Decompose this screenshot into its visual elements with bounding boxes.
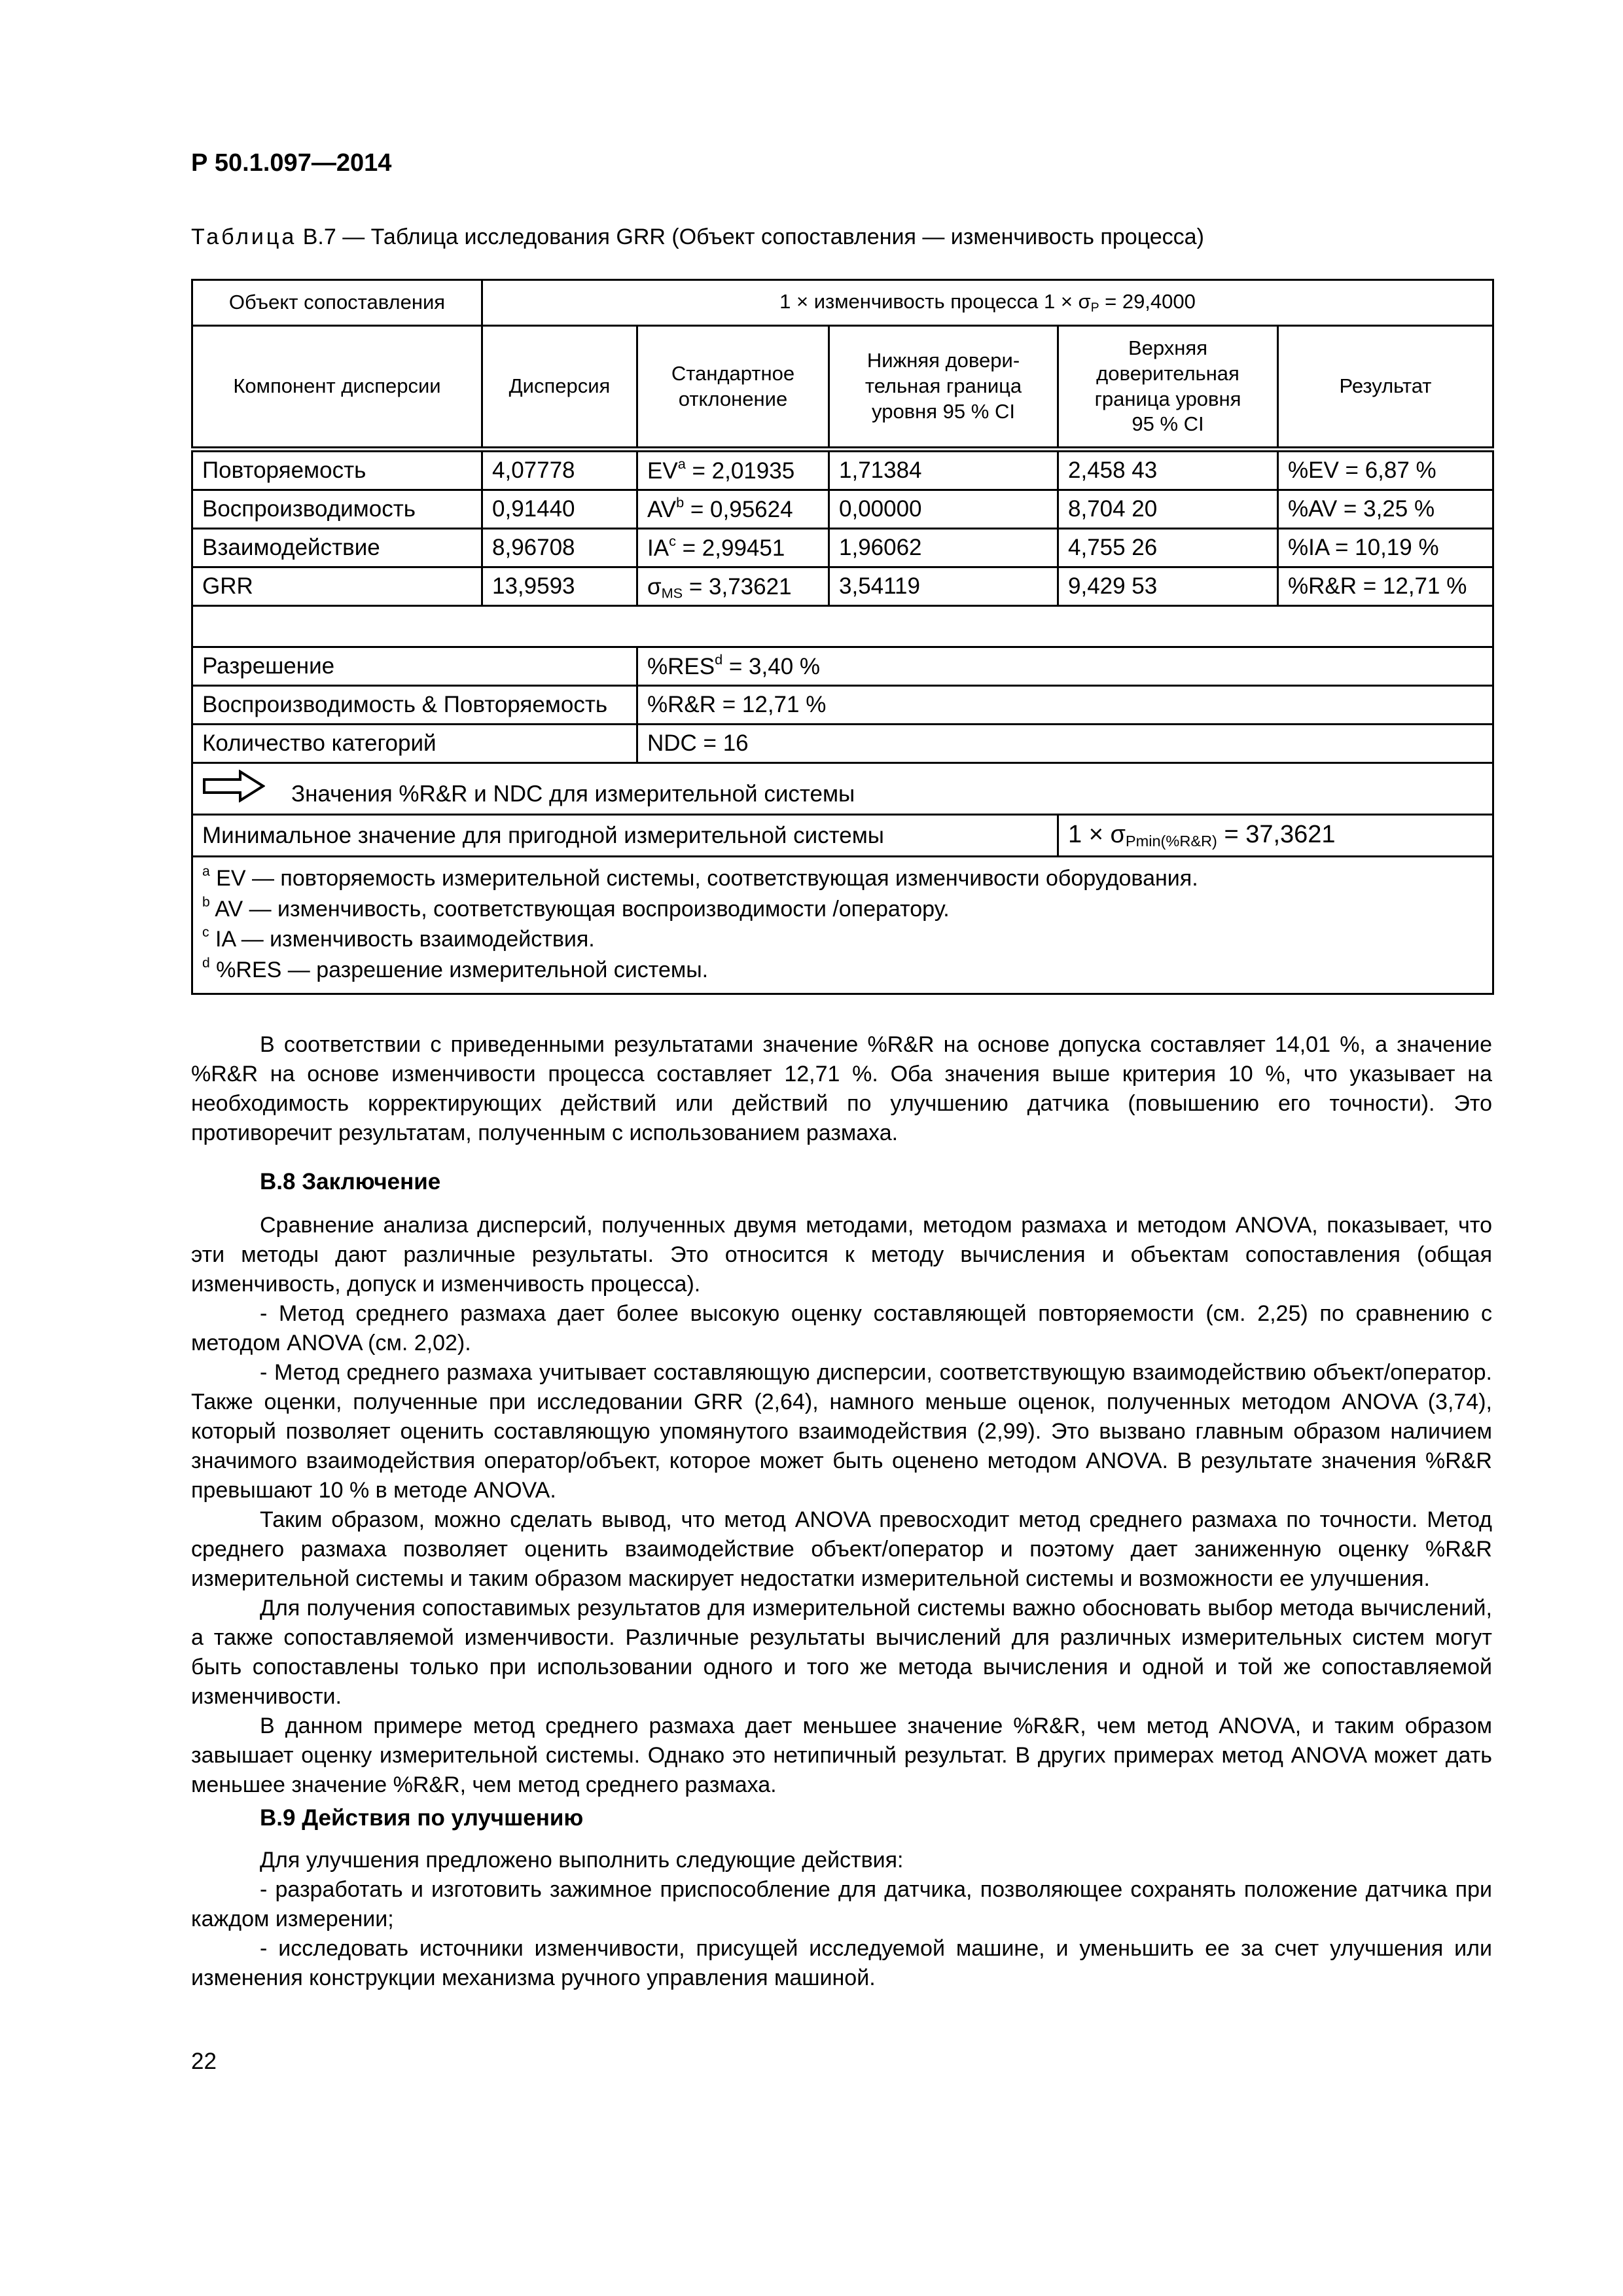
table-caption-prefix: Таблица bbox=[191, 224, 297, 249]
upper-ci-cell: 8,704 20 bbox=[1058, 490, 1278, 529]
summary-text: NDC = 16 bbox=[647, 730, 749, 756]
footnote-mark: a bbox=[202, 864, 210, 879]
stddev-cell bbox=[637, 490, 829, 529]
footnote-mark: b bbox=[676, 493, 685, 511]
variance-cell: 13,9593 bbox=[482, 567, 637, 606]
footnote bbox=[202, 863, 1483, 893]
summary-label: Количество категорий bbox=[192, 725, 637, 763]
stddev-cell bbox=[637, 567, 829, 606]
minimum-value bbox=[1058, 815, 1493, 857]
minimum-row bbox=[192, 815, 1493, 857]
lower-ci-cell: 0,00000 bbox=[829, 490, 1058, 529]
arrow-note-cell bbox=[192, 763, 1493, 815]
summary-row bbox=[192, 725, 1493, 763]
paragraph: - исследовать источники изменчивости, присущей исследуемой машине, и уменьшить ее за счет улучшения или изменения конструкции механизма ручного управления машиной. bbox=[191, 1936, 1492, 1990]
summary-label: Воспроизводимость & Повторяемость bbox=[192, 686, 637, 725]
result-cell: %EV = 6,87 % bbox=[1278, 450, 1493, 490]
table-row bbox=[192, 567, 1493, 606]
footnotes-cell bbox=[192, 857, 1493, 994]
empty-cell bbox=[192, 606, 1493, 647]
minimum-subscript: Pmin(%R&R) bbox=[1125, 833, 1217, 850]
column-header: Компонент дисперсии bbox=[192, 326, 482, 450]
lower-ci-cell: 3,54119 bbox=[829, 567, 1058, 606]
component-cell: Повторяемость bbox=[192, 450, 482, 490]
footnote-text: EV — повторяемость измерительной системы, соответствующая изменчивости оборудования. bbox=[209, 865, 1198, 891]
summary-value bbox=[637, 647, 1493, 686]
stddev-value: = 2,99451 bbox=[675, 535, 785, 561]
minimum-text: = 37,3621 bbox=[1217, 821, 1336, 849]
component-cell: GRR bbox=[192, 567, 482, 606]
footnote-mark: a bbox=[677, 455, 686, 472]
comparison-object-label: Объект сопоставления bbox=[192, 280, 482, 326]
footnote bbox=[202, 893, 1483, 924]
column-header: Стандартное отклонение bbox=[637, 326, 829, 450]
stddev-symbol: IA bbox=[647, 535, 669, 561]
comparison-object-value bbox=[482, 280, 1493, 326]
upper-ci-cell: 9,429 53 bbox=[1058, 567, 1278, 606]
minimum-text: 1 × σ bbox=[1068, 821, 1126, 849]
table-caption bbox=[191, 224, 1204, 250]
section-heading-b8: В.8 Заключение bbox=[260, 1169, 441, 1194]
lower-ci-cell: 1,96062 bbox=[829, 529, 1058, 567]
paragraph: Для улучшения предложено выполнить следующие действия: bbox=[260, 1848, 904, 1873]
value-subscript: P bbox=[1090, 300, 1099, 315]
variance-cell: 4,07778 bbox=[482, 450, 637, 490]
lower-ci-cell: 1,71384 bbox=[829, 450, 1058, 490]
arrow-note-row bbox=[192, 763, 1493, 815]
table-row bbox=[192, 529, 1493, 567]
footnote-mark: d bbox=[715, 651, 723, 668]
summary-value bbox=[637, 725, 1493, 763]
table-row bbox=[192, 450, 1493, 490]
footnote-text: IA — изменчивость взаимодействия. bbox=[209, 927, 595, 952]
variance-cell: 8,96708 bbox=[482, 529, 637, 567]
section-heading-b9: В.9 Действия по улучшению bbox=[260, 1805, 584, 1831]
paragraph: Для получения сопоставимых результатов для измерительной системы важно обосновать выбор метода вычислений, а также сопоставляемой изменчивости. Различные результаты вычислений для различных измерительных систем могут быть сопоставлены только при использовании одного и того же метода вычисления и одной и той же сопоставляемой изменчивости. bbox=[191, 1596, 1492, 1709]
result-cell: %AV = 3,25 % bbox=[1278, 490, 1493, 529]
table-spacer-row bbox=[192, 606, 1493, 647]
table-row bbox=[192, 280, 1493, 326]
stddev-symbol: AV bbox=[647, 496, 677, 522]
summary-value bbox=[637, 686, 1493, 725]
footnote bbox=[202, 924, 1483, 954]
stddev-value: = 0,95624 bbox=[684, 496, 793, 522]
stddev-subscript: MS bbox=[661, 584, 683, 601]
minimum-label: Минимальное значение для пригодной измерительной системы bbox=[192, 815, 1058, 857]
stddev-cell bbox=[637, 450, 829, 490]
component-cell: Взаимодействие bbox=[192, 529, 482, 567]
paragraph: В соответствии с приведенными результатами значение %R&R на основе допуска составляет 14,01 %, а значение %R&R на основе изменчивости процесса составляет 12,71 %. Оба значения выше критерия 10 %, что указывает на необходимость корректирующих действий или действий по улучшению датчика (повышению его точности). Это противоречит результатам, полученным с использованием размаха. bbox=[191, 1032, 1492, 1145]
paragraph: - разработать и изготовить зажимное приспособление для датчика, позволяющее сохранять положение датчика при каждом измерении; bbox=[191, 1877, 1492, 1931]
result-cell: %IA = 10,19 % bbox=[1278, 529, 1493, 567]
paragraph: - Метод среднего размаха учитывает составляющую дисперсии, соответствующую взаимодействию объект/оператор. Также оценки, полученные при исследовании GRR (2,64), намного меньше оценок, полученных методом ANOVA (3,74), который позволяет оценить составляющую упомянутого взаимодействия (2,99). Это вызвано главным образом наличием значимого взаимодействия оператор/объект, которое может быть оценено методом ANOVA. В результате значения %R&R превышают 10 % в методе ANOVA. bbox=[191, 1360, 1492, 1503]
summary-text: = 3,40 % bbox=[722, 654, 821, 680]
intro-paragraph-block bbox=[191, 1030, 1492, 1148]
column-header: Результат bbox=[1278, 326, 1493, 450]
grr-table bbox=[191, 279, 1494, 995]
summary-row bbox=[192, 647, 1493, 686]
footnote-mark: c bbox=[202, 925, 209, 941]
result-cell: %R&R = 12,71 % bbox=[1278, 567, 1493, 606]
footnote-text: AV — изменчивость, соответствующая воспроизводимости /оператору. bbox=[209, 896, 950, 922]
upper-ci-cell: 2,458 43 bbox=[1058, 450, 1278, 490]
right-arrow-icon bbox=[202, 770, 265, 802]
value-text: = 29,4000 bbox=[1099, 290, 1196, 314]
section-b9-body bbox=[191, 1846, 1492, 1993]
table-row bbox=[192, 490, 1493, 529]
stddev-symbol: EV bbox=[647, 457, 678, 484]
summary-row bbox=[192, 686, 1493, 725]
stddev-value: = 3,73621 bbox=[683, 573, 792, 600]
stddev-symbol: σ bbox=[647, 573, 662, 600]
column-header: Дисперсия bbox=[482, 326, 637, 450]
paragraph: В данном примере метод среднего размаха дает меньшее значение %R&R, чем метод ANOVA, и таким образом завышает оценку измерительной системы. Однако это нетипичный результат. В других примерах метод ANOVA может дать меньшее значение %R&R, чем метод среднего размаха. bbox=[191, 1713, 1492, 1797]
table-caption-text: В.7 — Таблица исследования GRR (Объект сопоставления — изменчивость процесса) bbox=[296, 224, 1204, 249]
section-b8-body bbox=[191, 1211, 1492, 1800]
paragraph: Таким образом, можно сделать вывод, что метод ANOVA превосходит метод среднего размаха по точности. Метод среднего размаха позволяет оценить взаимодействие объект/оператор и поэтому дает заниженную оценку %R&R измерительной системы и таким образом маскирует недостатки измерительной системы и возможности ее улучшения. bbox=[191, 1507, 1492, 1591]
stddev-value: = 2,01935 bbox=[685, 457, 795, 484]
footnote-mark: d bbox=[202, 955, 210, 971]
footnote-text: %RES — разрешение измерительной системы. bbox=[209, 957, 709, 982]
summary-text: %RES bbox=[647, 654, 715, 680]
column-header: Нижняя довери-тельная граница уровня 95 % CI bbox=[829, 326, 1058, 450]
paragraph: Сравнение анализа дисперсий, полученных двумя методами, методом размаха и методом ANOVA, показывает, что эти методы дают различные результаты. Это относится к методу вычисления и объектам сопоставления (общая изменчивость, допуск и изменчивость процесса). bbox=[191, 1213, 1492, 1297]
page-number: 22 bbox=[191, 2049, 217, 2074]
footnote bbox=[202, 954, 1483, 985]
footnote-mark: c bbox=[669, 532, 676, 549]
paragraph: - Метод среднего размаха дает более высокую оценку составляющей повторяемости (см. 2,25) по сравнению с методом ANOVA (см. 2,02). bbox=[191, 1301, 1492, 1355]
footnotes-row bbox=[192, 857, 1493, 994]
upper-ci-cell: 4,755 26 bbox=[1058, 529, 1278, 567]
summary-text: %R&R = 12,71 % bbox=[647, 692, 827, 717]
column-header: Верхняя доверительная граница уровня 95 % CI bbox=[1058, 326, 1278, 450]
document-id: Р 50.1.097—2014 bbox=[191, 149, 392, 177]
stddev-cell bbox=[637, 529, 829, 567]
component-cell: Воспроизводимость bbox=[192, 490, 482, 529]
variance-cell: 0,91440 bbox=[482, 490, 637, 529]
arrow-note-text: Значения %R&R и NDC для измерительной системы bbox=[291, 781, 855, 807]
summary-label: Разрешение bbox=[192, 647, 637, 686]
footnote-mark: b bbox=[202, 894, 210, 910]
value-text: 1 × изменчивость процесса 1 × σ bbox=[779, 290, 1091, 314]
table-header-row bbox=[192, 326, 1493, 450]
